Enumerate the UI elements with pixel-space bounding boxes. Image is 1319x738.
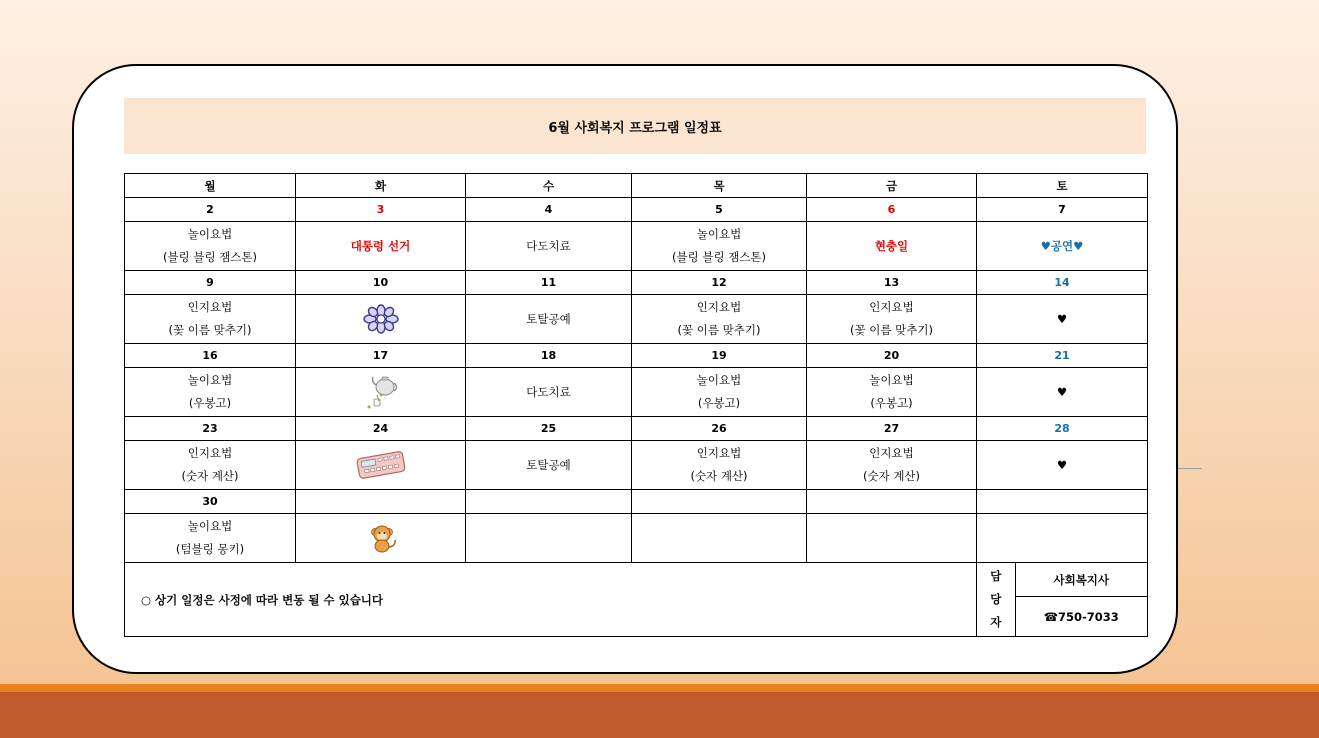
activity-cell: [807, 368, 977, 417]
footer-row: [125, 563, 1148, 637]
date-cell: 9: [125, 271, 296, 295]
date-cell: 24: [296, 417, 466, 441]
date-cell: 7: [977, 198, 1148, 222]
date-cell: [807, 490, 977, 514]
activity-title: 인지요법: [869, 300, 914, 314]
activity-title: 다도치료: [526, 238, 571, 253]
activity-title: 놀이요법: [187, 227, 233, 241]
date-cell-saturday: 21: [977, 344, 1148, 368]
activity-cell: [632, 368, 807, 417]
bottom-stripe: [0, 684, 1319, 692]
activity-detail: (텀블링 몽키): [175, 542, 245, 556]
date-cell: [977, 490, 1148, 514]
activity-detail: (꽃 이름 맞추기): [677, 323, 761, 337]
activity-title: 놀이요법: [187, 373, 233, 387]
bottom-band: [0, 692, 1319, 738]
date-row: [125, 344, 1148, 368]
activity-detail: (숫자 계산): [862, 469, 921, 483]
activity-row: [125, 222, 1148, 271]
date-row: [125, 271, 1148, 295]
activity-cell: [466, 514, 632, 563]
date-cell: 19: [632, 344, 807, 368]
activity-cell: [632, 441, 807, 490]
date-cell: [466, 490, 632, 514]
activity-cell-image: [296, 514, 466, 563]
activity-detail: (숫자 계산): [690, 469, 748, 483]
date-cell-holiday: 3: [296, 198, 466, 222]
activity-detail: (블링 블링 잼스톤): [671, 250, 767, 264]
activity-detail: (블링 블링 잼스톤): [162, 250, 258, 264]
activity-title: 놀이요법: [869, 373, 914, 387]
activity-title: 인지요법: [869, 446, 914, 460]
activity-detail: (꽃 이름 맞추기): [850, 323, 933, 337]
activity-cell: [466, 222, 632, 271]
activity-detail: (우봉고): [870, 396, 913, 410]
date-cell: [296, 490, 466, 514]
activity-cell: [125, 514, 296, 563]
activity-detail: (우봉고): [188, 396, 232, 410]
teapot-icon: [361, 371, 401, 413]
date-cell: 12: [632, 271, 807, 295]
activity-title: 인지요법: [696, 300, 742, 314]
date-cell: 10: [296, 271, 466, 295]
activity-cell: [807, 514, 977, 563]
date-cell: 11: [466, 271, 632, 295]
activity-cell: [632, 295, 807, 344]
activity-cell-heart: [977, 441, 1148, 490]
date-cell: 25: [466, 417, 632, 441]
activity-title: 인지요법: [187, 300, 233, 314]
weekday-sat: 토: [977, 174, 1148, 198]
manager-label-char: 자: [990, 615, 1002, 629]
weekday-wed: 수: [466, 174, 632, 198]
date-cell: 4: [466, 198, 632, 222]
activity-row: [125, 368, 1148, 417]
activity-cell: [125, 368, 296, 417]
activity-title: 토탈공예: [526, 311, 571, 326]
activity-cell: [466, 368, 632, 417]
activity-row: [125, 514, 1148, 563]
weekday-tue: 화: [296, 174, 466, 198]
activity-cell-image: [296, 368, 466, 417]
activity-cell: [125, 295, 296, 344]
activity-title: 놀이요법: [696, 227, 742, 241]
flower-icon: [362, 304, 400, 334]
date-cell: 20: [807, 344, 977, 368]
side-connector-line: [1178, 468, 1202, 469]
schedule-title: 6월 사회복지 프로그램 일정표: [548, 120, 722, 136]
date-cell-holiday: 6: [807, 198, 977, 222]
activity-title: 놀이요법: [187, 519, 233, 533]
activity-row: [125, 441, 1148, 490]
manager-label-char: 당: [990, 592, 1002, 606]
weekday-thu: 목: [632, 174, 807, 198]
activity-cell-heart: [977, 368, 1148, 417]
date-cell: 13: [807, 271, 977, 295]
manager-table: [977, 563, 1147, 636]
date-cell-saturday: 14: [977, 271, 1148, 295]
activity-cell: [807, 441, 977, 490]
weekday-fri: 금: [807, 174, 977, 198]
activity-cell: [125, 222, 296, 271]
activity-title: ♥공연♥: [1040, 238, 1084, 253]
activity-cell: [632, 222, 807, 271]
heart-icon: ♥: [1056, 457, 1068, 472]
activity-cell-heart: [977, 295, 1148, 344]
activity-cell-holiday: [296, 222, 466, 271]
date-cell: 16: [125, 344, 296, 368]
heart-icon: ♥: [1056, 384, 1068, 399]
weekday-mon: 월: [125, 174, 296, 198]
manager-label-char: 담: [990, 569, 1002, 583]
date-cell: [632, 490, 807, 514]
manager-label: [977, 563, 1015, 636]
activity-title: 놀이요법: [696, 373, 742, 387]
manager-cell: [977, 563, 1148, 637]
monkey-icon: [363, 522, 399, 554]
date-cell: 5: [632, 198, 807, 222]
activity-detail: (숫자 계산): [181, 469, 239, 483]
date-cell: 18: [466, 344, 632, 368]
calculator-icon: [354, 449, 408, 481]
heart-icon: ♥: [1056, 311, 1068, 326]
date-row: [125, 490, 1148, 514]
date-cell: 27: [807, 417, 977, 441]
activity-cell-holiday: [807, 222, 977, 271]
activity-cell: [977, 514, 1148, 563]
manager-name: 사회복지사: [1015, 563, 1147, 597]
date-cell: 23: [125, 417, 296, 441]
activity-title: 대통령 선거: [350, 238, 411, 253]
activity-cell: [632, 514, 807, 563]
weekday-header-row: [125, 174, 1148, 198]
date-cell: 26: [632, 417, 807, 441]
manager-phone: ☎750-7033: [1043, 609, 1119, 624]
date-cell: 30: [125, 490, 296, 514]
activity-cell-image: [296, 295, 466, 344]
activity-cell: [466, 295, 632, 344]
activity-cell: [125, 441, 296, 490]
calendar-table: [124, 173, 1148, 637]
activity-title: 토탈공예: [526, 457, 571, 472]
activity-detail: (우봉고): [697, 396, 741, 410]
date-row: [125, 417, 1148, 441]
date-cell: 2: [125, 198, 296, 222]
activity-title: 현충일: [874, 238, 909, 253]
date-row: [125, 198, 1148, 222]
activity-cell-performance: [977, 222, 1148, 271]
activity-cell-image: [296, 441, 466, 490]
schedule-title-band: [124, 98, 1146, 154]
date-cell: 17: [296, 344, 466, 368]
activity-title: 다도치료: [526, 384, 571, 399]
date-cell-saturday: 28: [977, 417, 1148, 441]
activity-title: 인지요법: [187, 446, 233, 460]
activity-row: [125, 295, 1148, 344]
activity-cell: [466, 441, 632, 490]
schedule-note: ○ 상기 일정은 사정에 따라 변동 될 수 있습니다: [125, 563, 977, 637]
activity-title: 인지요법: [696, 446, 742, 460]
activity-detail: (꽃 이름 맞추기): [168, 323, 252, 337]
activity-cell: [807, 295, 977, 344]
